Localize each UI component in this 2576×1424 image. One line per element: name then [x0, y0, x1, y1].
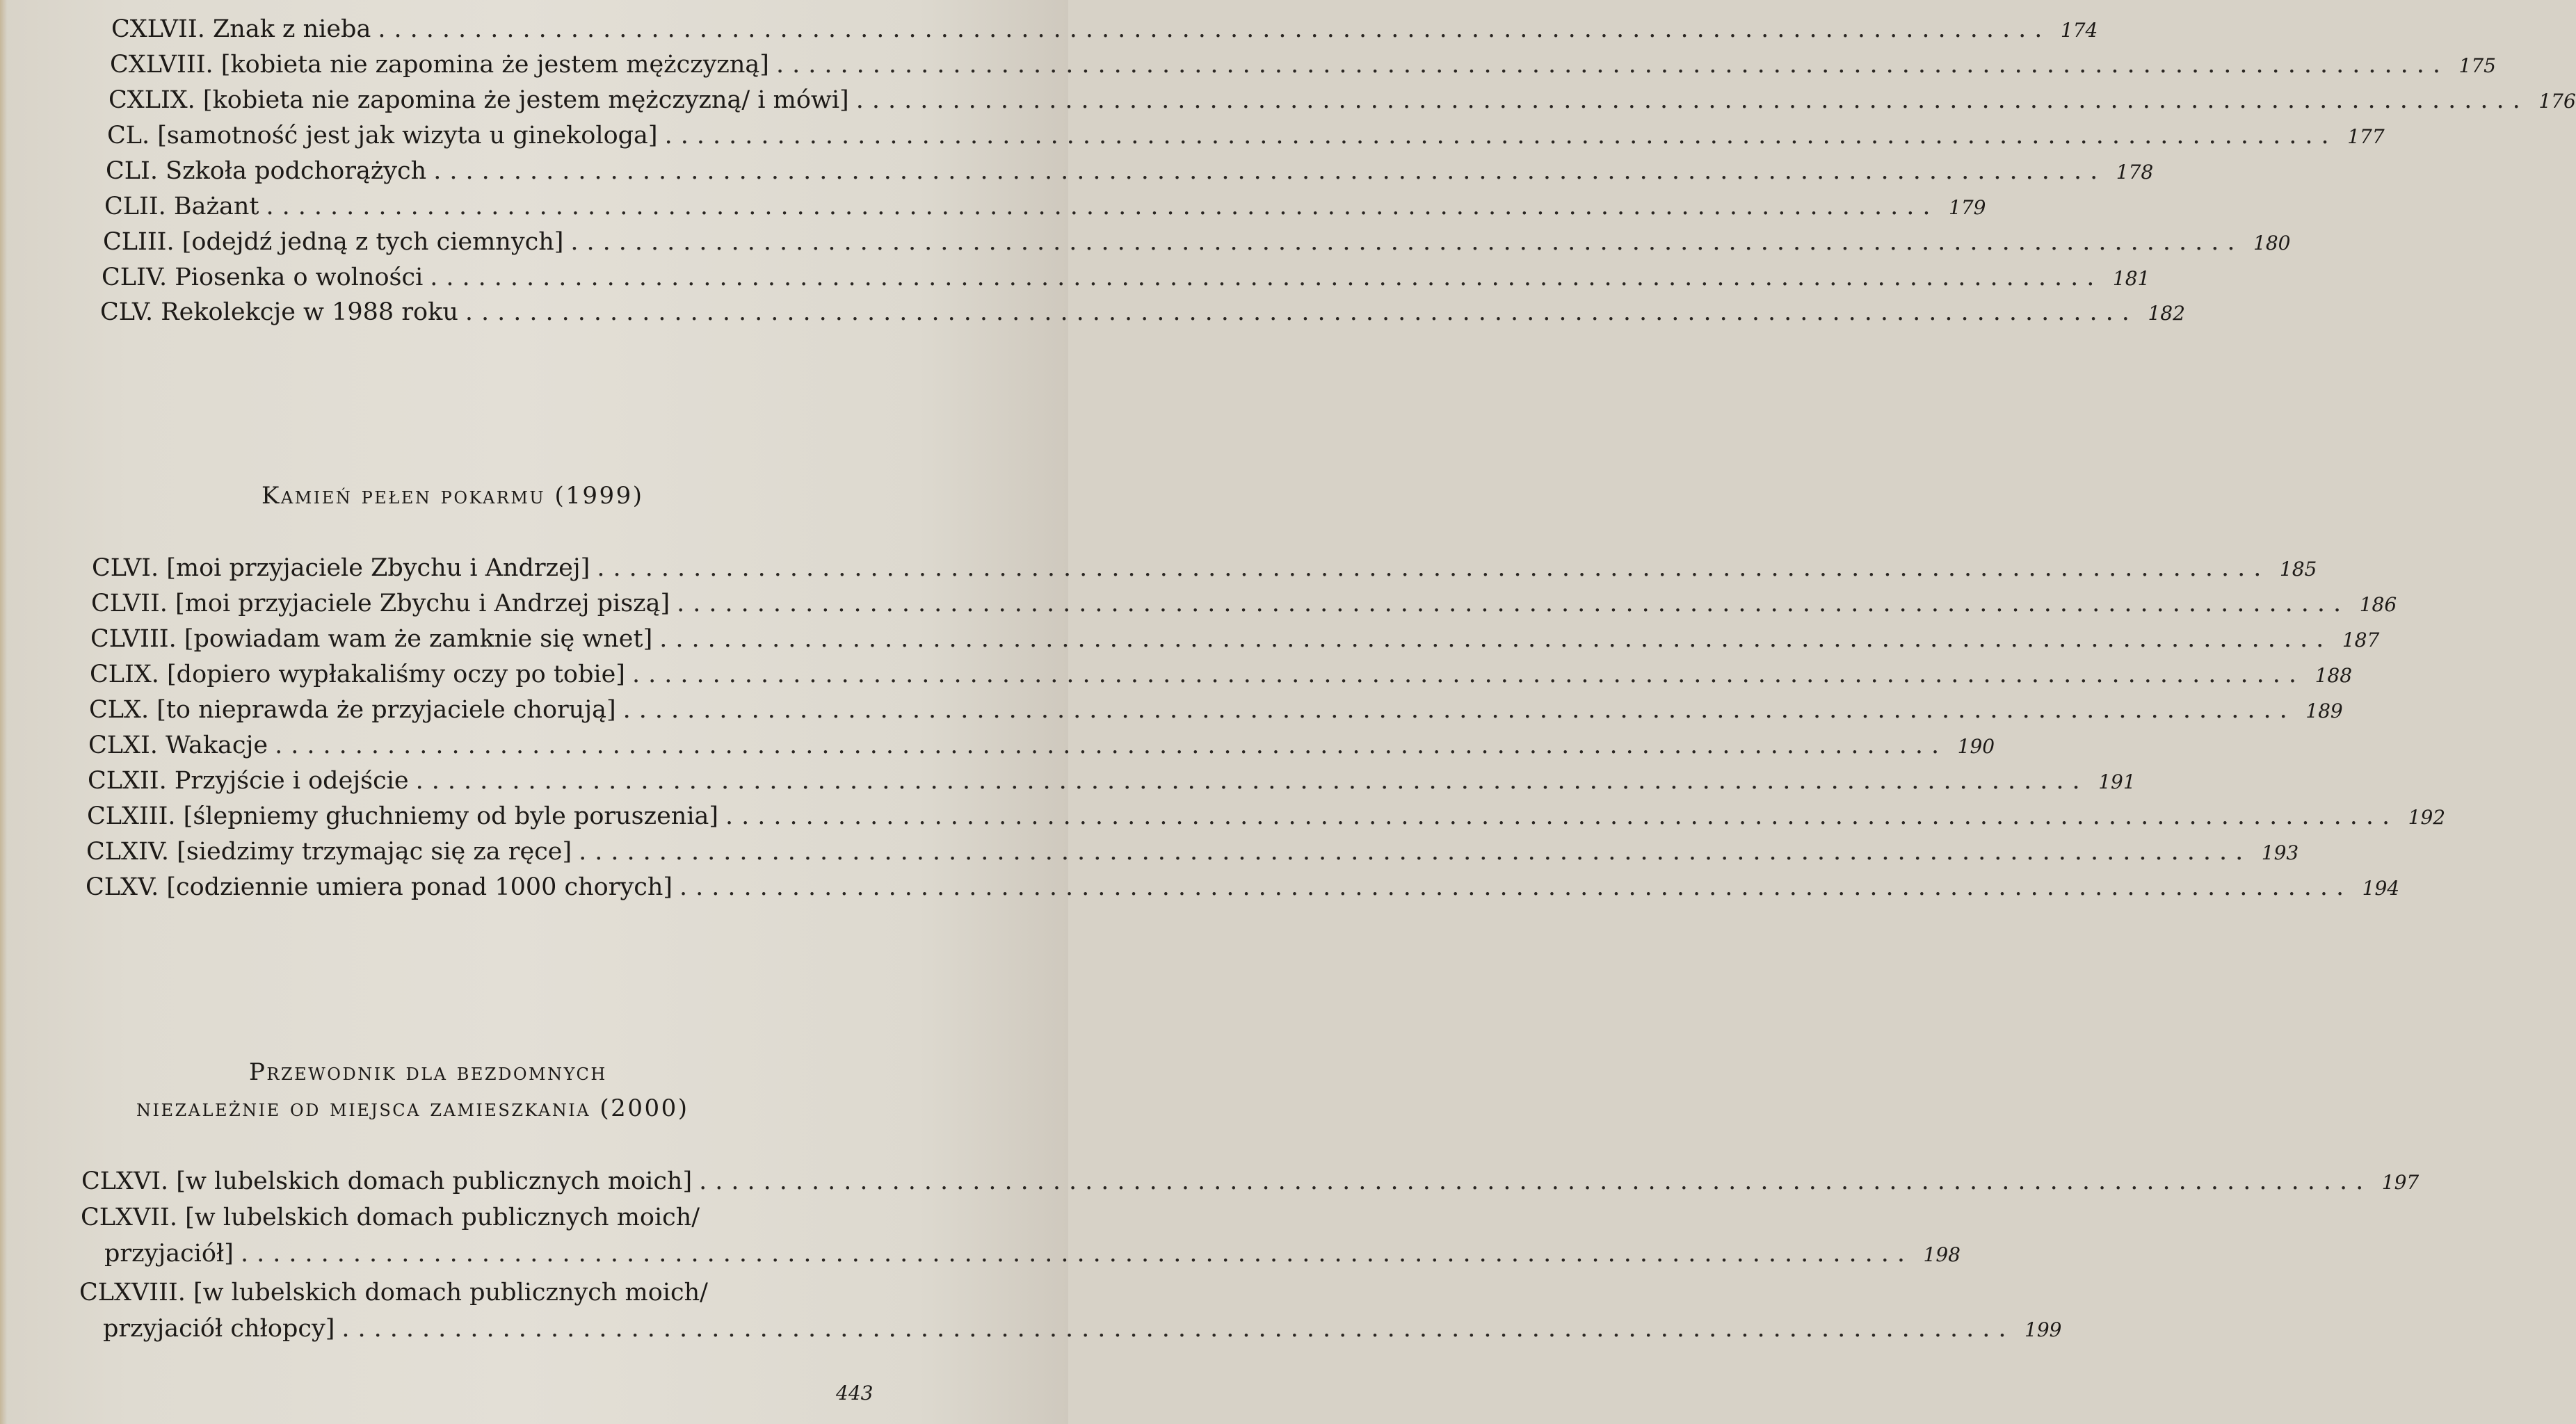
toc-entry [90, 661, 2353, 688]
leader-dots: ........................................................................................................ [378, 15, 2051, 43]
entry-page-number: 191 [2098, 770, 2136, 793]
toc-entry [88, 731, 1995, 759]
toc-entry [86, 838, 2299, 866]
entry-title: CL. [samotność jest jak wizyta u ginekologa] [107, 122, 658, 149]
entry-title: CLVI. [moi przyjaciele Zbychu i Andrzej] [92, 554, 590, 582]
leader-dots: ........................................................................................................ [579, 838, 2252, 866]
entry-page-number: 182 [2148, 302, 2185, 325]
entry-title: CLXIV. [siedzimy trzymając się za ręce] [86, 838, 572, 866]
toc-entry [89, 696, 2343, 724]
toc-entry [102, 264, 2150, 291]
leader-dots: ........................................................................................................ [775, 51, 2449, 79]
entry-page-number: 174 [2060, 19, 2098, 42]
leader-dots: ........................................................................................................ [570, 228, 2244, 256]
entry-page-number: 176 [2538, 90, 2576, 113]
leader-dots: ........................................................................................................ [597, 554, 2270, 582]
leader-dots: ........................................................................................................ [855, 86, 2529, 114]
entry-page-number: 193 [2261, 841, 2299, 864]
toc-entry [104, 193, 1986, 220]
entry-title: CLIII. [odejdź jedną z tych ciemnych] [103, 228, 564, 256]
entry-page-number: 188 [2315, 664, 2353, 687]
entry-title: CXLIX. [kobieta nie zapomina że jestem mężczyzną/ i mówi] [108, 86, 849, 114]
entry-title: CLXVII. [w lubelskich domach publicznych moich/ [81, 1204, 700, 1231]
toc-entry [107, 122, 2385, 149]
leader-dots: ........................................................................................................ [240, 1240, 1913, 1268]
leader-dots: ........................................................................................................ [266, 193, 1939, 220]
section-title-line-1: Przewodnik dla bezdomnych [249, 1058, 607, 1086]
leader-dots: ........................................................................................................ [699, 1167, 2372, 1195]
entry-page-number: 190 [1957, 735, 1995, 758]
entry-page-number: 192 [2408, 806, 2446, 829]
toc-entry [86, 873, 2400, 901]
entry-title: CXLVII. Znak z nieba [111, 15, 371, 43]
leader-dots: ........................................................................................................ [415, 767, 2088, 795]
entry-page-number: 198 [1923, 1243, 1961, 1266]
entry-page-number: 186 [2359, 593, 2397, 616]
leader-dots: ........................................................................................................ [341, 1315, 2015, 1343]
toc-entry [106, 157, 2154, 185]
entry-page-number: 179 [1949, 196, 1986, 219]
entry-title-continuation: przyjaciół] [104, 1240, 234, 1268]
entry-title: CLVII. [moi przyjaciele Zbychu i Andrzej piszą] [91, 590, 670, 617]
leader-dots: ........................................................................................................ [664, 122, 2337, 149]
entry-page-number: 199 [2024, 1318, 2062, 1341]
entry-title: CLV. Rekolekcje w 1988 roku [100, 298, 458, 326]
toc-entry [91, 590, 2397, 617]
toc-entry [111, 15, 2098, 43]
entry-page-number: 194 [2362, 877, 2400, 900]
entry-title: CLXII. Przyjście i odejście [88, 767, 409, 795]
entry-title: CLVIII. [powiadam wam że zamknie się wnet] [90, 625, 653, 653]
leader-dots: ........................................................................................................ [679, 873, 2353, 901]
entry-title: CLIV. Piosenka o wolności [102, 264, 424, 291]
leader-dots: ........................................................................................................ [677, 590, 2350, 617]
entry-page-number: 177 [2347, 125, 2385, 148]
toc-entry-continuation [104, 1240, 1961, 1268]
toc-entry [92, 554, 2317, 582]
entry-title: CLI. Szkoła podchorążych [106, 157, 427, 185]
page-number: 443 [836, 1382, 874, 1405]
toc-entry [88, 767, 2136, 795]
toc-entry [110, 51, 2496, 79]
entry-page-number: 178 [2116, 161, 2154, 184]
leader-dots: ........................................................................................................ [659, 625, 2333, 653]
entry-page-number: 189 [2305, 699, 2343, 722]
entry-page-number: 180 [2253, 232, 2291, 254]
entry-title: CXLVIII. [kobieta nie zapomina że jestem mężczyzną] [110, 51, 769, 79]
entry-title: CLXIII. [ślepniemy głuchniemy od byle poruszenia] [87, 802, 719, 830]
leader-dots: ........................................................................................................ [275, 731, 1948, 759]
toc-entry-continuation [103, 1315, 2062, 1343]
entry-page-number: 187 [2342, 629, 2380, 652]
entry-title-continuation: przyjaciół chłopcy] [103, 1315, 335, 1343]
leader-dots: ........................................................................................................ [430, 264, 2103, 291]
section-title: Kamień pełen pokarmu (1999) [261, 482, 644, 510]
toc-entry [108, 86, 2576, 114]
entry-title: CLII. Bażant [104, 193, 259, 220]
leader-dots: ........................................................................................................ [622, 696, 2296, 724]
toc-entry [103, 228, 2291, 256]
leader-dots: ........................................................................................................ [433, 157, 2107, 185]
entry-title: CLX. [to nieprawda że przyjaciele chorują] [89, 696, 616, 724]
entry-page-number: 197 [2381, 1171, 2420, 1194]
entry-title: CLIX. [dopiero wypłakaliśmy oczy po tobie] [90, 661, 625, 688]
entry-page-number: 181 [2112, 267, 2150, 290]
toc-entry [87, 802, 2446, 830]
toc-entry [81, 1167, 2420, 1195]
leader-dots: ........................................................................................................ [631, 661, 2305, 688]
leader-dots: ........................................................................................................ [465, 298, 2138, 326]
entry-title: CLXV. [codziennie umiera ponad 1000 chorych] [86, 873, 673, 901]
entry-page-number: 175 [2458, 54, 2496, 77]
entry-page-number: 185 [2279, 558, 2317, 581]
toc-entry [90, 625, 2380, 653]
entry-title: CLXVI. [w lubelskich domach publicznych moich] [81, 1167, 693, 1195]
entry-title: CLXVIII. [w lubelskich domach publicznych moich/ [79, 1279, 708, 1306]
leader-dots: ........................................................................................................ [725, 802, 2399, 830]
toc-entry [100, 298, 2185, 326]
entry-title: CLXI. Wakacje [88, 731, 268, 759]
section-title-line-2: niezależnie od miejsca zamieszkania (2000) [136, 1094, 689, 1122]
